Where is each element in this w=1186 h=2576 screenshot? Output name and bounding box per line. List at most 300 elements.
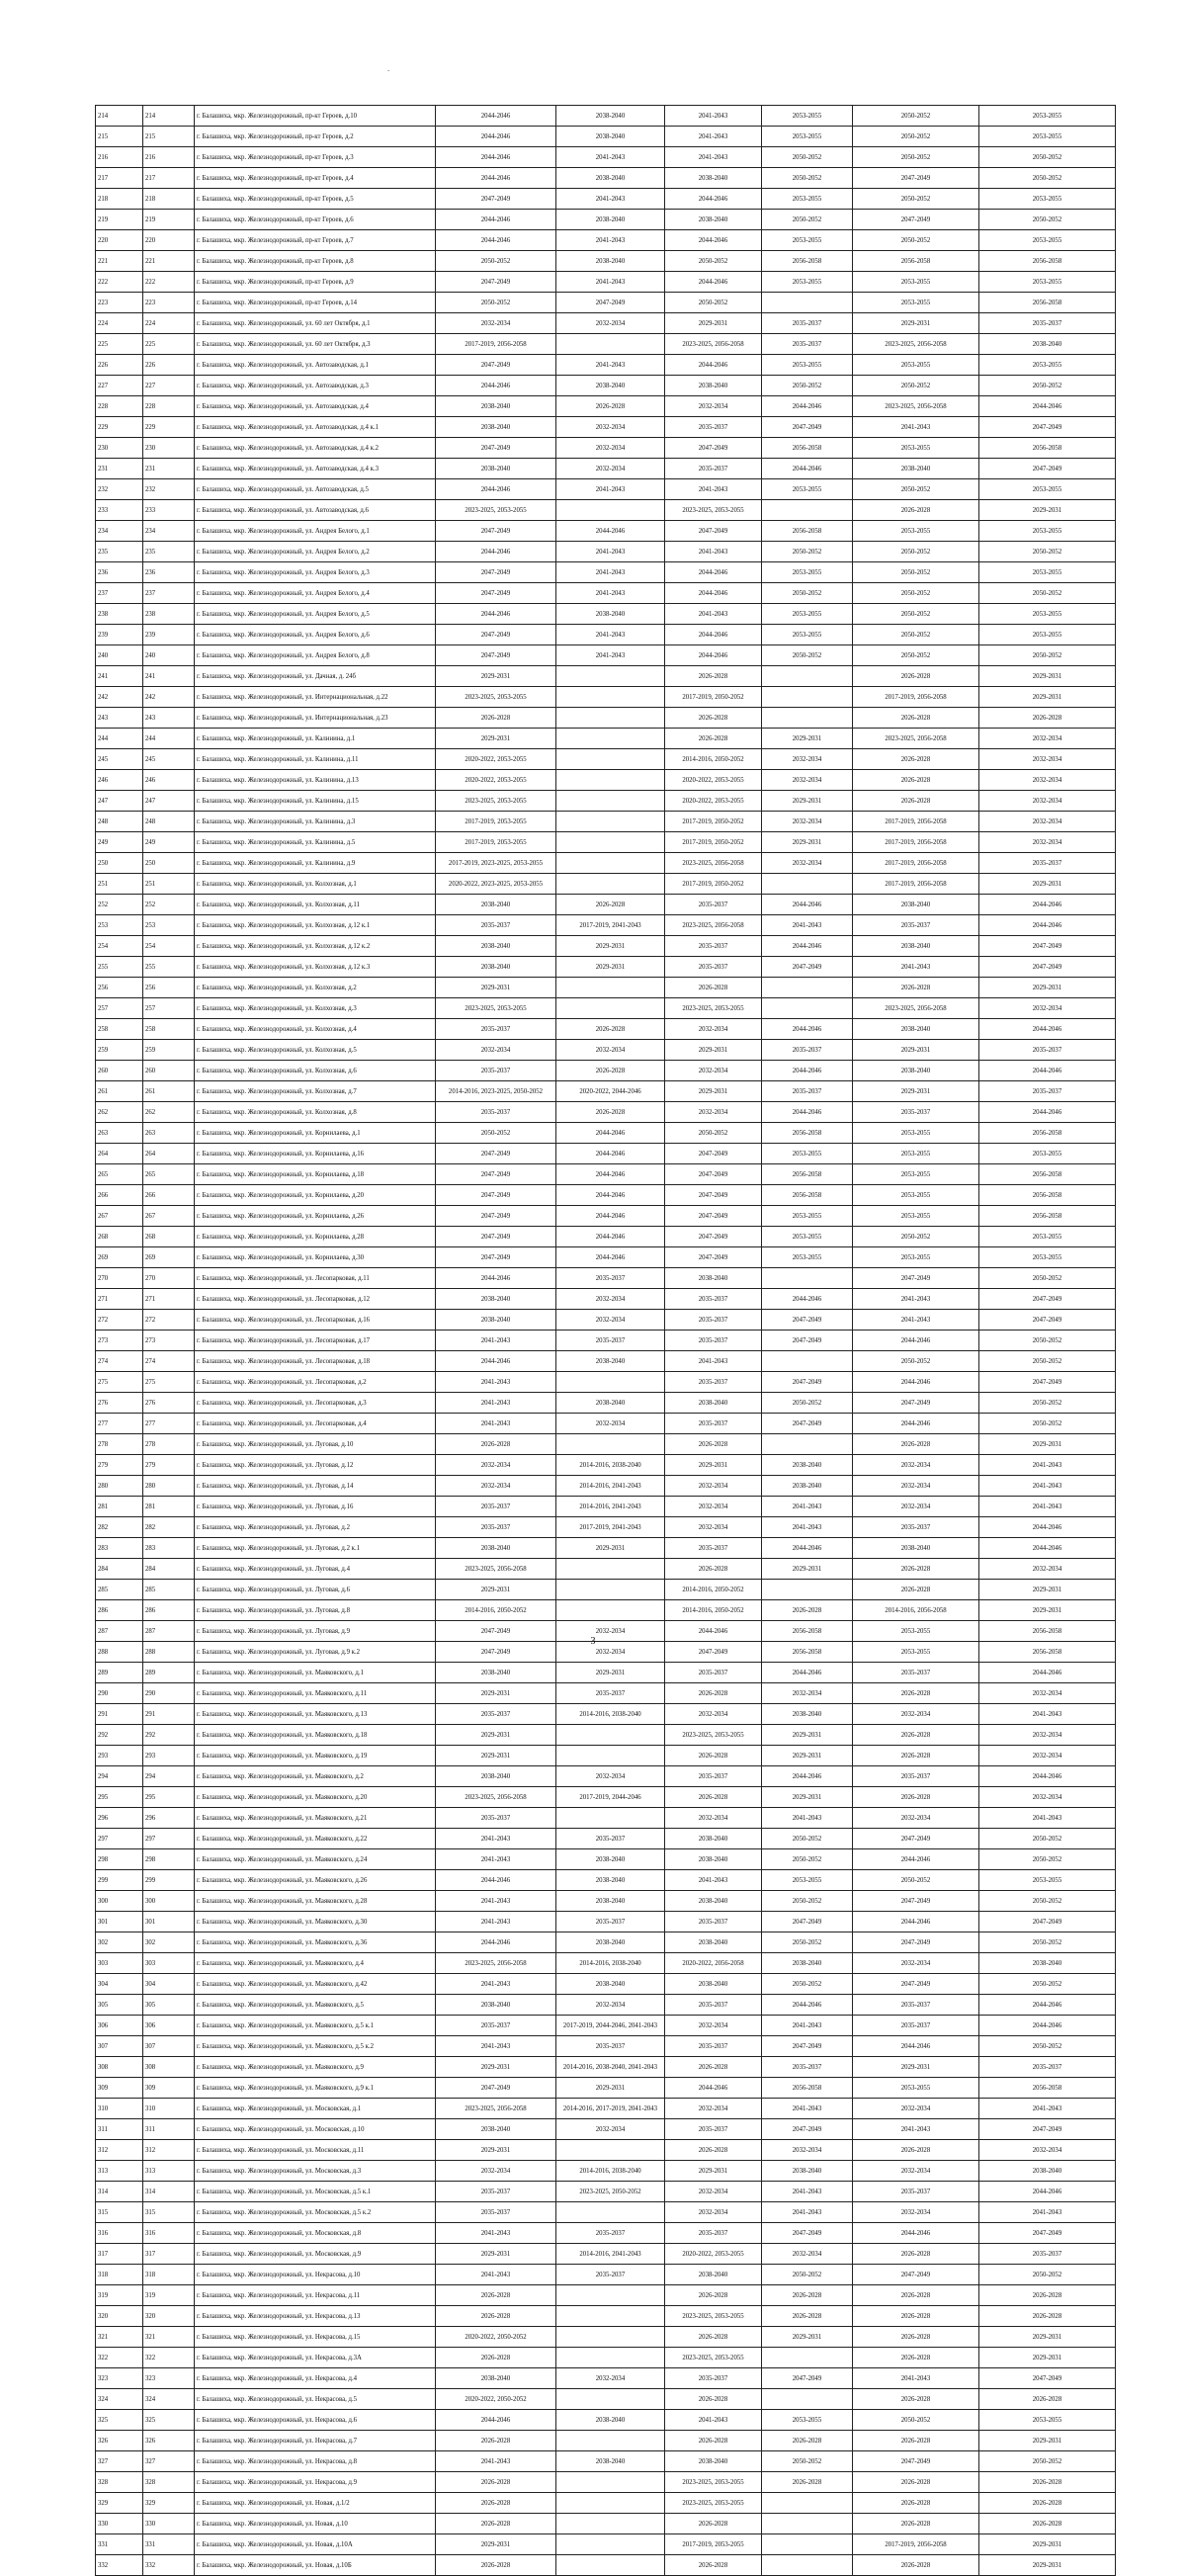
row-number: 253 xyxy=(96,915,143,936)
row-number: 317 xyxy=(96,2244,143,2265)
address-cell: г. Балашиха, мкр. Железнодорожный, ул. Корнилаева, д.30 xyxy=(195,1247,436,1268)
period-cell: 2035-2037 xyxy=(556,1331,665,1351)
period-cell: 2032-2034 xyxy=(762,812,853,832)
row-id: 305 xyxy=(143,1995,195,2016)
period-cell: 2032-2034 xyxy=(556,1289,665,1310)
period-cell xyxy=(556,334,665,355)
row-number: 233 xyxy=(96,500,143,521)
period-cell: 2026-2028 xyxy=(665,1787,762,1808)
table-row xyxy=(96,1517,1116,1538)
period-cell: 2041-2043 xyxy=(436,1829,556,1849)
row-number: 256 xyxy=(96,978,143,998)
address-cell: г. Балашиха, мкр. Железнодорожный, ул. Автозаводская, д.5 xyxy=(195,479,436,500)
period-cell: 2053-2055 xyxy=(762,1870,853,1891)
period-cell: 2035-2037 xyxy=(556,1829,665,1849)
period-cell: 2041-2043 xyxy=(665,604,762,625)
row-id: 218 xyxy=(143,189,195,210)
period-cell: 2020-2022, 2050-2052 xyxy=(436,2327,556,2348)
period-cell: 2041-2043 xyxy=(556,645,665,666)
table-row xyxy=(96,2306,1116,2327)
period-cell: 2029-2031 xyxy=(436,1746,556,1766)
address-cell: г. Балашиха, мкр. Железнодорожный, ул. Маяковского, д.18 xyxy=(195,1725,436,1746)
period-cell: 2035-2037 xyxy=(556,1912,665,1932)
period-cell xyxy=(556,1434,665,1455)
period-cell: 2035-2037 xyxy=(665,895,762,915)
period-cell: 2050-2052 xyxy=(853,127,979,147)
period-cell: 2056-2058 xyxy=(762,251,853,272)
row-id: 280 xyxy=(143,1476,195,1497)
period-cell: 2035-2037 xyxy=(665,1538,762,1559)
row-id: 229 xyxy=(143,417,195,438)
row-number: 321 xyxy=(96,2327,143,2348)
period-cell: 2035-2037 xyxy=(853,1517,979,1538)
period-cell: 2026-2028 xyxy=(979,708,1116,729)
row-id: 277 xyxy=(143,1414,195,1434)
table-row xyxy=(96,1227,1116,1247)
period-cell: 2047-2049 xyxy=(762,957,853,978)
row-number: 316 xyxy=(96,2223,143,2244)
address-cell: г. Балашиха, мкр. Железнодорожный, ул. Луговая, д.4 xyxy=(195,1559,436,1580)
row-id: 269 xyxy=(143,1247,195,1268)
period-cell: 2050-2052 xyxy=(979,1393,1116,1414)
row-id: 255 xyxy=(143,957,195,978)
row-id: 261 xyxy=(143,1081,195,1102)
row-id: 219 xyxy=(143,210,195,230)
address-cell: г. Балашиха, мкр. Железнодорожный, пр-кт Героев, д.7 xyxy=(195,230,436,251)
period-cell: 2047-2049 xyxy=(436,625,556,645)
period-cell: 2026-2028 xyxy=(853,978,979,998)
row-id: 283 xyxy=(143,1538,195,1559)
row-id: 262 xyxy=(143,1102,195,1123)
row-id: 301 xyxy=(143,1912,195,1932)
period-cell: 2056-2058 xyxy=(979,1642,1116,1663)
period-cell: 2029-2031 xyxy=(762,1787,853,1808)
table-row xyxy=(96,542,1116,562)
period-cell: 2050-2052 xyxy=(762,1891,853,1912)
period-cell: 2029-2031 xyxy=(556,957,665,978)
period-cell: 2044-2046 xyxy=(665,272,762,293)
table-row xyxy=(96,853,1116,874)
period-cell: 2044-2046 xyxy=(853,2036,979,2057)
row-number: 284 xyxy=(96,1559,143,1580)
row-id: 318 xyxy=(143,2265,195,2285)
period-cell: 2023-2025, 2053-2055 xyxy=(436,791,556,812)
table-row xyxy=(96,2534,1116,2555)
period-cell: 2041-2043 xyxy=(979,2202,1116,2223)
period-cell: 2023-2025, 2053-2055 xyxy=(436,687,556,708)
row-id: 273 xyxy=(143,1331,195,1351)
address-cell: г. Балашиха, мкр. Железнодорожный, ул. Автозаводская, д.4 к.3 xyxy=(195,459,436,479)
address-cell: г. Балашиха, мкр. Железнодорожный, ул. Новая, д.10Б xyxy=(195,2555,436,2576)
table-row xyxy=(96,1185,1116,1206)
period-cell: 2035-2037 xyxy=(665,957,762,978)
period-cell: 2050-2052 xyxy=(762,542,853,562)
period-cell: 2032-2034 xyxy=(979,812,1116,832)
period-cell: 2056-2058 xyxy=(853,251,979,272)
period-cell: 2020-2022, 2056-2058 xyxy=(665,1953,762,1974)
address-cell: г. Балашиха, мкр. Железнодорожный, ул. Новая, д.10А xyxy=(195,2534,436,2555)
period-cell xyxy=(556,1372,665,1393)
period-cell: 2038-2040 xyxy=(665,1932,762,1953)
period-cell: 2041-2043 xyxy=(436,2223,556,2244)
table-row xyxy=(96,334,1116,355)
address-cell: г. Балашиха, мкр. Железнодорожный, пр-кт Героев, д.6 xyxy=(195,210,436,230)
page-number: 3 xyxy=(590,1636,596,1647)
period-cell: 2014-2016, 2038-2040 xyxy=(556,1455,665,1476)
row-number: 259 xyxy=(96,1040,143,1061)
period-cell: 2053-2055 xyxy=(979,2410,1116,2431)
period-cell: 2041-2043 xyxy=(762,2016,853,2036)
table-row xyxy=(96,2182,1116,2202)
table-row xyxy=(96,168,1116,189)
period-cell: 2020-2022, 2053-2055 xyxy=(436,770,556,791)
period-cell: 2023-2025, 2053-2055 xyxy=(665,2472,762,2493)
period-cell: 2041-2043 xyxy=(556,189,665,210)
table-row xyxy=(96,1310,1116,1331)
row-id: 316 xyxy=(143,2223,195,2244)
period-cell: 2014-2016, 2050-2052 xyxy=(436,1600,556,1621)
period-cell: 2038-2040 xyxy=(762,1953,853,1974)
address-cell: г. Балашиха, мкр. Железнодорожный, ул. Автозаводская, д.6 xyxy=(195,500,436,521)
period-cell: 2044-2046 xyxy=(762,1102,853,1123)
period-cell: 2050-2052 xyxy=(979,583,1116,604)
row-number: 314 xyxy=(96,2182,143,2202)
row-id: 236 xyxy=(143,562,195,583)
row-number: 296 xyxy=(96,1808,143,1829)
period-cell: 2026-2028 xyxy=(979,2514,1116,2534)
period-cell: 2032-2034 xyxy=(979,1559,1116,1580)
period-cell: 2026-2028 xyxy=(436,2348,556,2368)
period-cell: 2053-2055 xyxy=(762,189,853,210)
address-cell: г. Балашиха, мкр. Железнодорожный, ул. Некрасова, д.11 xyxy=(195,2285,436,2306)
address-cell: г. Балашиха, мкр. Железнодорожный, ул. Маяковского, д.19 xyxy=(195,1746,436,1766)
table-row xyxy=(96,459,1116,479)
period-cell: 2056-2058 xyxy=(762,1123,853,1144)
address-cell: г. Балашиха, мкр. Железнодорожный, ул. Маяковского, д.42 xyxy=(195,1974,436,1995)
period-cell: 2029-2031 xyxy=(436,729,556,749)
period-cell: 2017-2019, 2050-2052 xyxy=(665,687,762,708)
table-row xyxy=(96,957,1116,978)
row-number: 276 xyxy=(96,1393,143,1414)
address-cell: г. Балашиха, мкр. Железнодорожный, ул. Некрасова, д.7 xyxy=(195,2431,436,2451)
period-cell: 2047-2049 xyxy=(436,1185,556,1206)
row-number: 303 xyxy=(96,1953,143,1974)
period-cell: 2035-2037 xyxy=(762,1081,853,1102)
row-number: 220 xyxy=(96,230,143,251)
address-cell: г. Балашиха, мкр. Железнодорожный, ул. Автозаводская, д.4 xyxy=(195,396,436,417)
period-cell: 2026-2028 xyxy=(853,2493,979,2514)
period-cell: 2035-2037 xyxy=(762,313,853,334)
period-cell: 2035-2037 xyxy=(436,1517,556,1538)
table-row xyxy=(96,1663,1116,1683)
period-cell: 2044-2046 xyxy=(436,147,556,168)
period-cell: 2035-2037 xyxy=(853,1766,979,1787)
table-row xyxy=(96,1932,1116,1953)
period-cell: 2038-2040 xyxy=(762,2161,853,2182)
period-cell: 2044-2046 xyxy=(436,1268,556,1289)
period-cell: 2032-2034 xyxy=(556,417,665,438)
period-cell: 2029-2031 xyxy=(979,874,1116,895)
row-number: 237 xyxy=(96,583,143,604)
address-cell: г. Балашиха, мкр. Железнодорожный, ул. 60 лет Октября, д.3 xyxy=(195,334,436,355)
period-cell: 2035-2037 xyxy=(665,1995,762,2016)
address-cell: г. Балашиха, мкр. Железнодорожный, ул. Калинина, д.9 xyxy=(195,853,436,874)
period-cell: 2038-2040 xyxy=(436,1538,556,1559)
table-row xyxy=(96,127,1116,147)
table-row xyxy=(96,1476,1116,1497)
period-cell: 2014-2016, 2050-2052 xyxy=(665,749,762,770)
period-cell xyxy=(762,2514,853,2534)
row-number: 311 xyxy=(96,2119,143,2140)
row-id: 310 xyxy=(143,2099,195,2119)
period-cell: 2050-2052 xyxy=(979,645,1116,666)
period-cell: 2044-2046 xyxy=(665,645,762,666)
address-cell: г. Балашиха, мкр. Железнодорожный, ул. Московская, д.3 xyxy=(195,2161,436,2182)
period-cell: 2032-2034 xyxy=(762,770,853,791)
period-cell: 2044-2046 xyxy=(762,396,853,417)
period-cell: 2032-2034 xyxy=(556,1766,665,1787)
period-cell: 2038-2040 xyxy=(556,2451,665,2472)
row-number: 243 xyxy=(96,708,143,729)
row-number: 279 xyxy=(96,1455,143,1476)
period-cell: 2038-2040 xyxy=(665,168,762,189)
period-cell: 2041-2043 xyxy=(436,1849,556,1870)
period-cell: 2023-2025, 2050-2052 xyxy=(556,2182,665,2202)
period-cell: 2053-2055 xyxy=(853,272,979,293)
row-number: 282 xyxy=(96,1517,143,1538)
period-cell: 2032-2034 xyxy=(665,2202,762,2223)
period-cell: 2029-2031 xyxy=(665,2161,762,2182)
address-cell: г. Балашиха, мкр. Железнодорожный, ул. Луговая, д.2 xyxy=(195,1517,436,1538)
period-cell xyxy=(762,500,853,521)
period-cell: 2053-2055 xyxy=(762,272,853,293)
period-cell: 2053-2055 xyxy=(853,1621,979,1642)
period-cell: 2017-2019, 2056-2058 xyxy=(853,812,979,832)
address-cell: г. Балашиха, мкр. Железнодорожный, пр-кт Героев, д.9 xyxy=(195,272,436,293)
period-cell: 2038-2040 xyxy=(665,1268,762,1289)
row-number: 278 xyxy=(96,1434,143,1455)
period-cell: 2047-2049 xyxy=(436,521,556,542)
row-id: 227 xyxy=(143,376,195,396)
period-cell: 2029-2031 xyxy=(979,2327,1116,2348)
period-cell: 2029-2031 xyxy=(762,2327,853,2348)
period-cell: 2017-2019, 2023-2025, 2053-2055 xyxy=(436,853,556,874)
row-id: 268 xyxy=(143,1227,195,1247)
period-cell xyxy=(556,832,665,853)
period-cell: 2038-2040 xyxy=(853,1061,979,1081)
period-cell: 2053-2055 xyxy=(853,1642,979,1663)
period-cell: 2056-2058 xyxy=(979,293,1116,313)
period-cell: 2050-2052 xyxy=(979,2036,1116,2057)
period-cell: 2047-2049 xyxy=(665,1227,762,1247)
row-id: 298 xyxy=(143,1849,195,1870)
row-id: 291 xyxy=(143,1704,195,1725)
period-cell: 2053-2055 xyxy=(762,625,853,645)
period-cell: 2023-2025, 2053-2055 xyxy=(665,2348,762,2368)
period-cell xyxy=(556,708,665,729)
period-cell: 2035-2037 xyxy=(853,1663,979,1683)
period-cell: 2023-2025, 2056-2058 xyxy=(853,729,979,749)
period-cell: 2038-2040 xyxy=(556,1393,665,1414)
period-cell: 2047-2049 xyxy=(665,1206,762,1227)
address-cell: г. Балашиха, мкр. Железнодорожный, ул. Андрея Белого, д.1 xyxy=(195,521,436,542)
row-id: 294 xyxy=(143,1766,195,1787)
period-cell xyxy=(762,687,853,708)
period-cell: 2047-2049 xyxy=(665,1164,762,1185)
table-row xyxy=(96,1351,1116,1372)
period-cell: 2032-2034 xyxy=(556,313,665,334)
period-cell: 2053-2055 xyxy=(979,625,1116,645)
period-cell: 2038-2040 xyxy=(436,1310,556,1331)
period-cell: 2017-2019, 2056-2058 xyxy=(853,853,979,874)
period-cell xyxy=(556,2306,665,2327)
row-number: 245 xyxy=(96,749,143,770)
period-cell: 2050-2052 xyxy=(979,1414,1116,1434)
address-cell: г. Балашиха, мкр. Железнодорожный, ул. Колхозная, д.11 xyxy=(195,895,436,915)
period-cell: 2026-2028 xyxy=(665,2140,762,2161)
period-cell: 2029-2031 xyxy=(436,2244,556,2265)
period-cell: 2053-2055 xyxy=(979,1247,1116,1268)
period-cell: 2041-2043 xyxy=(979,1455,1116,1476)
period-cell: 2017-2019, 2056-2058 xyxy=(853,874,979,895)
table-row xyxy=(96,1829,1116,1849)
table-row xyxy=(96,479,1116,500)
period-cell: 2026-2028 xyxy=(853,749,979,770)
address-cell: г. Балашиха, мкр. Железнодорожный, ул. Луговая, д.9 xyxy=(195,1621,436,1642)
period-cell: 2026-2028 xyxy=(436,2514,556,2534)
row-number: 240 xyxy=(96,645,143,666)
period-cell: 2029-2031 xyxy=(556,2078,665,2099)
period-cell xyxy=(556,749,665,770)
address-cell: г. Балашиха, мкр. Железнодорожный, ул. Маяковского, д.4 xyxy=(195,1953,436,1974)
address-cell: г. Балашиха, мкр. Железнодорожный, пр-кт Героев, д.2 xyxy=(195,127,436,147)
period-cell: 2038-2040 xyxy=(665,1891,762,1912)
table-row xyxy=(96,2410,1116,2431)
period-cell: 2032-2034 xyxy=(665,2182,762,2202)
table-row xyxy=(96,1102,1116,1123)
period-cell: 2047-2049 xyxy=(979,2223,1116,2244)
period-cell: 2035-2037 xyxy=(665,1912,762,1932)
row-number: 283 xyxy=(96,1538,143,1559)
row-number: 308 xyxy=(96,2057,143,2078)
period-cell: 2029-2031 xyxy=(853,313,979,334)
period-cell: 2047-2049 xyxy=(665,521,762,542)
period-cell: 2053-2055 xyxy=(979,562,1116,583)
row-id: 322 xyxy=(143,2348,195,2368)
period-cell: 2035-2037 xyxy=(665,1766,762,1787)
address-cell: г. Балашиха, мкр. Железнодорожный, ул. Некрасова, д.8 xyxy=(195,2451,436,2472)
period-cell: 2047-2049 xyxy=(665,438,762,459)
period-cell xyxy=(556,2555,665,2576)
address-cell: г. Балашиха, мкр. Железнодорожный, ул. Автозаводская, д.3 xyxy=(195,376,436,396)
period-cell: 2017-2019, 2050-2052 xyxy=(665,874,762,895)
period-cell: 2041-2043 xyxy=(762,1497,853,1517)
row-number: 289 xyxy=(96,1663,143,1683)
period-cell: 2032-2034 xyxy=(853,1476,979,1497)
period-cell xyxy=(762,2555,853,2576)
period-cell: 2047-2049 xyxy=(762,1331,853,1351)
period-cell: 2047-2049 xyxy=(436,355,556,376)
period-cell: 2026-2028 xyxy=(853,666,979,687)
period-cell: 2041-2043 xyxy=(556,147,665,168)
row-number: 216 xyxy=(96,147,143,168)
table-row xyxy=(96,978,1116,998)
table-row xyxy=(96,2451,1116,2472)
table-row xyxy=(96,1497,1116,1517)
row-number: 280 xyxy=(96,1476,143,1497)
period-cell: 2050-2052 xyxy=(853,189,979,210)
row-number: 268 xyxy=(96,1227,143,1247)
address-cell: г. Балашиха, мкр. Железнодорожный, ул. Некрасова, д.3А xyxy=(195,2348,436,2368)
period-cell: 2047-2049 xyxy=(979,2368,1116,2389)
period-cell: 2041-2043 xyxy=(556,625,665,645)
address-cell: г. Балашиха, мкр. Железнодорожный, пр-кт Героев, д.4 xyxy=(195,168,436,189)
period-cell: 2053-2055 xyxy=(979,521,1116,542)
row-id: 240 xyxy=(143,645,195,666)
address-cell: г. Балашиха, мкр. Железнодорожный, пр-кт Героев, д.5 xyxy=(195,189,436,210)
address-cell: г. Балашиха, мкр. Железнодорожный, ул. Маяковского, д.5 xyxy=(195,1995,436,2016)
period-cell: 2044-2046 xyxy=(762,1663,853,1683)
row-id: 325 xyxy=(143,2410,195,2431)
row-number: 313 xyxy=(96,2161,143,2182)
period-cell: 2032-2034 xyxy=(436,1040,556,1061)
row-id: 232 xyxy=(143,479,195,500)
address-cell: г. Балашиха, мкр. Железнодорожный, ул. Маяковского, д.11 xyxy=(195,1683,436,1704)
address-cell: г. Балашиха, мкр. Железнодорожный, ул. Московская, д.5 к.2 xyxy=(195,2202,436,2223)
period-cell: 2044-2046 xyxy=(436,230,556,251)
period-cell: 2032-2034 xyxy=(665,1517,762,1538)
period-cell: 2047-2049 xyxy=(436,583,556,604)
period-cell xyxy=(556,1559,665,1580)
period-cell: 2050-2052 xyxy=(853,562,979,583)
period-cell: 2041-2043 xyxy=(556,583,665,604)
schedule-rows xyxy=(96,106,1116,2576)
period-cell: 2047-2049 xyxy=(979,417,1116,438)
period-cell: 2041-2043 xyxy=(436,2451,556,2472)
row-number: 292 xyxy=(96,1725,143,1746)
row-number: 257 xyxy=(96,998,143,1019)
period-cell: 2047-2049 xyxy=(979,1289,1116,1310)
table-row xyxy=(96,521,1116,542)
period-cell: 2053-2055 xyxy=(853,2078,979,2099)
row-number: 229 xyxy=(96,417,143,438)
row-id: 248 xyxy=(143,812,195,832)
period-cell: 2044-2046 xyxy=(665,355,762,376)
period-cell: 2032-2034 xyxy=(853,1704,979,1725)
row-number: 217 xyxy=(96,168,143,189)
address-cell: г. Балашиха, мкр. Железнодорожный, ул. Маяковского, д.30 xyxy=(195,1912,436,1932)
period-cell: 2026-2028 xyxy=(853,2555,979,2576)
period-cell: 2035-2037 xyxy=(853,2016,979,2036)
row-number: 246 xyxy=(96,770,143,791)
period-cell xyxy=(556,2140,665,2161)
period-cell: 2047-2049 xyxy=(979,957,1116,978)
row-id: 233 xyxy=(143,500,195,521)
period-cell: 2050-2052 xyxy=(979,2265,1116,2285)
table-row xyxy=(96,1912,1116,1932)
period-cell xyxy=(762,2348,853,2368)
period-cell: 2029-2031 xyxy=(436,1725,556,1746)
period-cell xyxy=(556,2327,665,2348)
row-id: 260 xyxy=(143,1061,195,1081)
table-row xyxy=(96,874,1116,895)
period-cell: 2047-2049 xyxy=(762,1310,853,1331)
table-row xyxy=(96,1704,1116,1725)
row-number: 232 xyxy=(96,479,143,500)
period-cell: 2032-2034 xyxy=(979,770,1116,791)
period-cell: 2038-2040 xyxy=(979,1953,1116,1974)
period-cell: 2044-2046 xyxy=(436,127,556,147)
